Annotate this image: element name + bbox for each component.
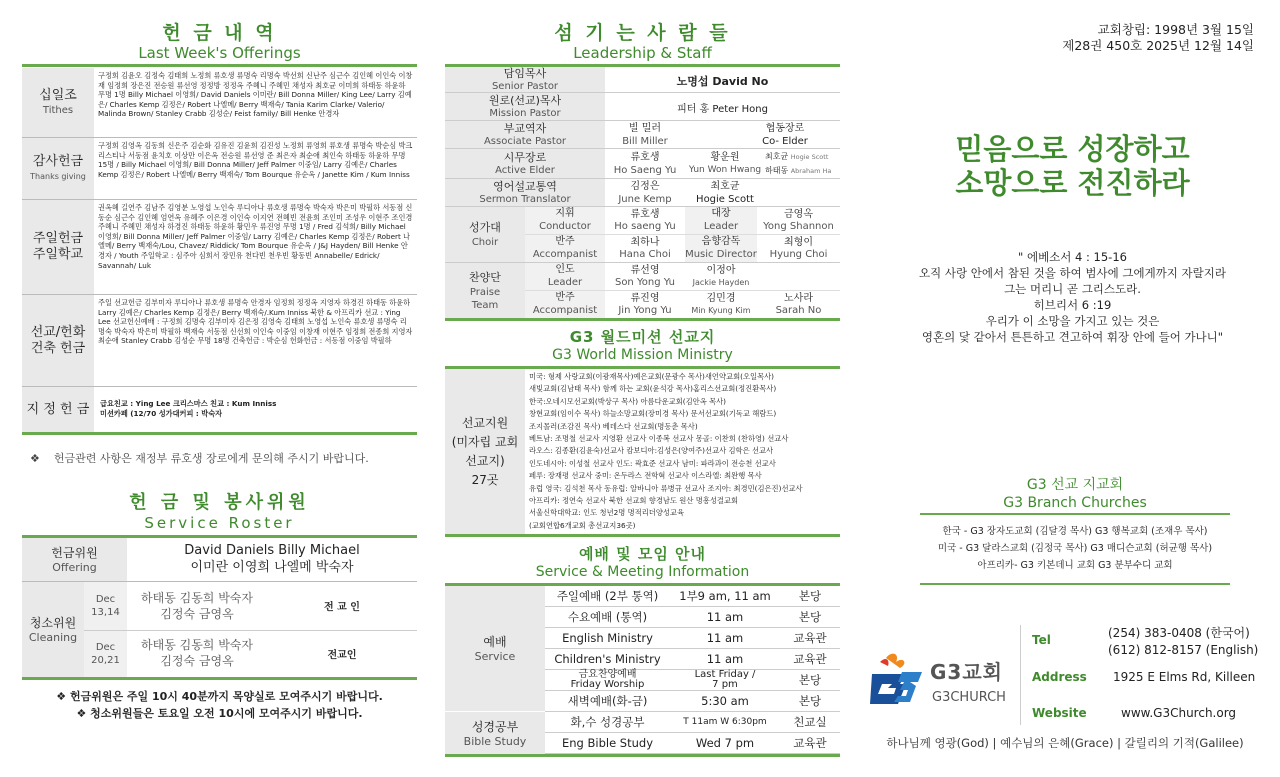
label-ko: 감사헌금	[32, 154, 84, 169]
service-name: 수요예배 (통역)	[567, 610, 648, 624]
leader-person-pair	[765, 149, 840, 178]
role-en: Leader	[547, 277, 583, 288]
mission-block	[445, 369, 840, 537]
service-label	[445, 586, 545, 712]
mission-line: 조지몰러(조감진 목사) 베데스다 선교회(명동춘 목사)	[529, 421, 698, 431]
roster-title-ko: 헌 금 및 봉사위원	[129, 492, 310, 513]
label-ko: 성경공부	[471, 719, 519, 734]
website-label: Website	[1032, 706, 1087, 720]
role-en: Associate Pastor	[483, 135, 567, 147]
person-ko: 노사라	[784, 293, 813, 304]
leader-person	[685, 149, 765, 178]
cleaning-week	[84, 582, 417, 631]
leadership-title	[445, 22, 840, 62]
person-en: Hogie Scott	[790, 153, 829, 161]
service-time: Last Friday / 7 pm	[694, 669, 756, 690]
role-ko: 음향감독	[701, 236, 741, 247]
logo-text-ko: G3교회	[930, 660, 1003, 684]
worship-row	[545, 670, 840, 691]
choir-role	[525, 235, 605, 262]
service-place: 친교실	[793, 715, 827, 729]
offering-label	[22, 295, 94, 386]
label-ko: 선교/헌화 건축 헌금	[30, 324, 86, 356]
leader-role	[445, 121, 605, 148]
worship-title-ko: 예배 및 모임 안내	[578, 545, 707, 563]
mission-line: 미국: 형제 사랑교회(이광재목사)예은교회(문광수 목사)새언약교회(오일목사)	[529, 372, 775, 381]
address-label: Address	[1032, 670, 1087, 684]
worship-row	[545, 628, 840, 649]
roster-title-en: Service Roster	[144, 514, 295, 532]
service-place: 교육관	[793, 631, 827, 645]
logo-text-en: G3CHURCH	[932, 690, 1006, 705]
branch-list	[920, 513, 1230, 585]
praise-person	[605, 263, 685, 290]
praise-block	[445, 263, 840, 321]
offerings-title	[22, 22, 417, 62]
roster-cleaning-row	[22, 582, 417, 680]
label-en: Tithes	[42, 105, 74, 116]
role-ko: 인도	[555, 264, 575, 275]
bible-label	[445, 712, 545, 754]
person-ko: 김정은	[630, 181, 660, 192]
person-ko: 류호생	[630, 209, 660, 220]
cleaning-names	[127, 631, 267, 677]
leader-role	[445, 179, 605, 206]
leader-person	[605, 121, 685, 148]
praise-person	[685, 263, 757, 290]
offering-row-mission	[22, 295, 417, 387]
role-ko: 영어설교통역	[493, 179, 557, 193]
founded-date: 교회창립: 1998년 3월 15일	[1097, 22, 1254, 37]
person-ko: 하태동	[765, 166, 789, 175]
role-ko: 반주	[555, 292, 575, 303]
praise-person	[685, 291, 757, 318]
role-ko: 원로(선교)목사	[488, 93, 562, 107]
service-place: 교육관	[793, 736, 827, 750]
mission-line: (교회연합6개교회 총선교지36곳)	[529, 520, 636, 530]
church-logo	[866, 650, 1016, 710]
g3-logo-icon	[866, 650, 926, 712]
service-time: 5:30 am	[701, 694, 749, 708]
verse-line: 그는 머리니 곧 그리스도라.	[1004, 282, 1141, 296]
label-ko: 성가대	[469, 221, 501, 234]
verse-line: 우리가 이 소망을 가지고 있는 것은	[985, 314, 1160, 328]
roster-label	[22, 582, 84, 677]
roster-title	[22, 492, 417, 532]
role-en: Senior Pastor	[491, 80, 559, 92]
praise-role	[525, 291, 605, 318]
label-en: Bible Study	[463, 734, 527, 748]
offerings-table	[22, 68, 417, 435]
service-name: 금요찬양예배 Friday Worship	[570, 669, 645, 690]
choir-role	[525, 207, 605, 234]
mission-list	[525, 369, 840, 534]
mission-line: 아프리카: 정연숙 선교사 북한 선교회 향경남도 원산 명흥성결교회	[529, 496, 739, 506]
choir-row	[525, 207, 840, 235]
names-line: 김정숙 금영옥	[160, 607, 234, 621]
divider	[1020, 625, 1021, 725]
service-time: Wed 7 pm	[695, 736, 755, 750]
cleaning-group: 전교인	[327, 650, 357, 661]
offering-row-tithes	[22, 68, 417, 138]
person-ko: 빌 밀러	[628, 123, 662, 134]
worship-row	[545, 607, 840, 628]
leader-person	[685, 179, 765, 206]
choir-block	[445, 207, 840, 263]
branch-title	[920, 476, 1230, 512]
diamond-icon: ❖	[76, 707, 91, 720]
worship-row	[545, 691, 840, 712]
service-name: 주일예배 (2부 통역)	[556, 589, 659, 603]
cleaning-schedule	[84, 582, 417, 677]
roster-notes	[22, 688, 417, 722]
label-ko: 십일조	[39, 88, 77, 103]
label-ko: 지 정 헌 금	[26, 401, 90, 417]
person-en: Son Yong Yu	[614, 277, 676, 288]
role-en: Mission Pastor	[489, 107, 561, 119]
leader-role	[445, 149, 605, 178]
service-time: 11 am	[706, 652, 744, 666]
leader-person	[605, 149, 685, 178]
roster-offering-row	[22, 538, 417, 582]
person-en: Jin Yong Yu	[618, 305, 672, 316]
note-text: 청소위원들은 토요일 오전 10시에 모여주시기 바랍니다.	[90, 707, 363, 720]
role-ko: 지휘	[555, 208, 575, 219]
person-en: Min Kyung Kim	[691, 306, 751, 315]
worship-title	[445, 545, 840, 581]
worship-row	[545, 712, 840, 733]
service-place: 교육관	[793, 652, 827, 666]
mission-line: 새빛교회(김남태 목사) 함께 하는 교회(윤석강 목사)홈리스선교회(정진환목사)	[529, 384, 777, 394]
choir-person	[757, 235, 840, 262]
service-name: Children's Ministry	[554, 652, 661, 666]
offering-names: 구정희 김영옥 김동희 신은주 김순화 김유진 김윤희 김진성 노정희 류영희 류호생 류명숙 박순심 박크리스티나 서동점 윤치호 이상만 이은옥 전승원 류선영 준 최은자 최순애 최인숙 하태동 하윤하 무명 15명 / Billy Michael 이영희/ Bill Donna Miller/ Jeff Palmer 이중임/ Larry 김예은/ Charles Kemp 김정은/ Robert 나엘메/ Berry 백재숙/ Tom Bourque 유순옥 / Janette Kim / Kum Inniss	[98, 141, 413, 179]
diamond-icon: ❖	[30, 452, 40, 465]
person-ko: 황운원	[710, 152, 740, 163]
offerings-title-ko: 헌 금 내 역	[162, 22, 277, 44]
service-place: 본당	[798, 694, 822, 708]
role-ko: 반주	[555, 236, 575, 247]
leader-role	[445, 93, 605, 120]
cleaning-names	[127, 582, 267, 630]
choir-person	[605, 235, 685, 262]
issue-number: 제28권 450호 2025년 12월 14일	[1062, 38, 1254, 53]
leadership-title-en: Leadership & Staff	[573, 44, 712, 62]
label-en: Choir	[471, 237, 499, 248]
label-ko: 청소위원	[29, 616, 77, 630]
praise-label	[445, 263, 525, 318]
worship-title-en: Service & Meeting Information	[535, 564, 750, 580]
leader-name: 노명섭 David No	[676, 75, 769, 88]
address: 1925 E Elms Rd, Killeen	[1113, 670, 1256, 684]
mission-line: 유럽 영국: 김석천 목사 동유럽: 알바니아 류병규 선교사 조지아: 최경민(김은진)선교사	[529, 483, 803, 493]
cleaning-week	[84, 631, 417, 677]
motto-line: 믿음으로 성장하고	[955, 132, 1190, 166]
person-en: Hyung Choi	[769, 249, 828, 260]
offering-names: 권옥혜 길연주 김남주 김영분 노영섭 노인숙 루디아나 류호생 류명숙 박숙자 박은미 박필하 서동점 신동순 심근수 김인혜 엄연옥 유혜주 이은경 이인숙 이지연 전혜빈 전윤희 조인미 조성우 이현주 조인경 주혜니 주혜민 채성자 하경진 하태동 하윤하 황민우 류진영 무명 1명 / Fred 김석희/ Billy Michael 이영희/ Bill Donna Miller/ Jeff Palmer 이중임/ Larry 김예은/ Charles Kemp 김정은/ Robert 나엘메/ Berry 백재숙/Lou, Chavez/ Riddick/ Tom Bourque 유순옥 / J&J Hayden/ Bill Henke 안경자 / Youth 주일학교 : 심주아 심희서 장민유 천다빈 천우빈 황동빈 Annabelle/ Edrick/ Savannah/ Luk	[98, 203, 413, 270]
person-en: Hogie Scott	[696, 194, 754, 205]
worship-row	[545, 586, 840, 607]
person-en: Abraham Ha	[790, 167, 832, 175]
role-en: Conductor	[539, 221, 591, 232]
role-ko: 부교역자	[503, 121, 547, 135]
bible-verse	[880, 249, 1265, 345]
role-ko: 담임목사	[503, 66, 547, 80]
praise-rows	[525, 263, 840, 318]
service-name: English Ministry	[562, 631, 653, 645]
mission-line: 창현교회(임이수 목사) 하늘소망교회(장미경 목사) 문서선교회(기독교 해람드)	[529, 409, 777, 419]
service-time: T 11am W 6:30pm	[683, 717, 767, 727]
service-time: 11 am	[706, 610, 744, 624]
label-line: (미자립 교회	[451, 434, 519, 449]
website-link[interactable]: www.G3Church.org	[1121, 706, 1237, 720]
label-en: Praise	[469, 286, 501, 298]
choir-label	[445, 207, 525, 262]
choir-person	[757, 207, 840, 234]
person-ko: 최호균	[765, 152, 789, 161]
date-month: Dec	[95, 594, 116, 605]
names-line: 하태동 김동희 박숙자	[141, 591, 253, 605]
service-place: 본당	[798, 589, 822, 603]
branch-line: 한국 - G3 장자도교회 (김달경 목사) G3 행복교회 (조재우 목사)	[942, 526, 1208, 537]
service-time: 11 am	[706, 631, 744, 645]
tel-numbers	[1108, 625, 1258, 659]
roster-label	[22, 538, 127, 581]
person-ko: 류진영	[630, 293, 660, 304]
person-ko: 류선영	[630, 265, 660, 276]
offering-label	[22, 138, 94, 199]
choir-role	[685, 235, 757, 262]
person-ko: 이정아	[706, 265, 736, 276]
label-en: Service	[474, 650, 516, 663]
offering-label	[22, 68, 94, 137]
date-days: 13,14	[91, 607, 120, 618]
leader-name: 피터 홍 Peter Hong	[677, 104, 768, 115]
leader-person	[730, 121, 840, 148]
role-en: Accompanist	[532, 249, 598, 260]
person-en: Ho Saeng Yu	[613, 165, 677, 176]
role-en: Active Elder	[495, 164, 555, 176]
phone-korean[interactable]: (254) 383-0408 (한국어)	[1108, 626, 1250, 640]
offering-names: 구정희 김윤오 김정숙 김태희 노정희 류호생 류명숙 리명숙 박선희 신난주 심근수 김인혜 이인숙 이창재 임정희 장은진 전승원 류선영 정정방 정정옥 주혜니 주혜민 채성자 최호균 이미희 하태동 하윤하 무명 1명 Billy Michael 이영희/ David Daniels 이미란/ Bill Donna Miller/ King Lee/ Larry 김예은/ Charles Kemp 김정은/ Robert 나엘메/ Berry 백재숙/ Tania Karim Clarke/ Valerio/ Malinda Brown/ Stanley Crabb 김성순/ Feist family/ Bill Henke 안경자	[98, 71, 413, 119]
choir-person	[605, 207, 685, 234]
person-ko: 최호균	[710, 181, 740, 192]
label-ko: 주일헌금 주일학교	[32, 231, 84, 262]
role-ko: 시무장로	[503, 150, 547, 164]
cleaning-date	[84, 582, 127, 630]
leadership-table	[445, 67, 840, 321]
mission-title-ko: G3 월드미션 선교지	[569, 328, 716, 346]
label-line: 27곳	[471, 472, 499, 487]
roster-offering-names	[127, 538, 417, 581]
verse-line: 영혼의 닻 같아서 튼튼하고 견고하여 휘장 안에 들어 가나니"	[921, 330, 1224, 344]
service-time: 1부9 am, 11 am	[679, 589, 771, 603]
person-en: Sarah No	[775, 305, 822, 316]
person-en: Ho saeng Yu	[614, 221, 676, 232]
role-en: Music Director	[685, 249, 757, 260]
person-en: June Kemp	[618, 194, 672, 205]
label-ko: 찬양단	[469, 270, 501, 284]
diamond-icon: ❖	[56, 690, 70, 703]
names-line: 이미란 이영희 나엘메 박숙자	[190, 560, 354, 575]
leader-row	[445, 121, 840, 149]
offering-label	[22, 200, 94, 294]
cleaning-date	[84, 631, 127, 677]
offering-names: 주일 선교헌금 김부미자 루디아나 류호생 류명숙 안경자 임정희 정정옥 지영자 하경진 하태동 하윤하 Larry 김예은/ Charles Kemp 김정은/ Berry 백재숙/.Kum Inniss 북한 & 아프리카 선교 : Ying Lee 선교헌신예배 : 구정희 김명숙 김부미자 김은정 김영숙 김태희 노영섭 노인숙 류호생 류명숙 리명숙 박숙자 박은미 박필하 백재숙 서동점 신선희 이인숙 이중임 이창재 이현주 임정희 전종희 지영자 최순애 Stanley Crabb 김성순 무명 18명 건축헌금 : 박순심 헌화헌금 : 서동점 이중임 박필하	[98, 298, 413, 346]
person-en: Yun Won Hwang	[688, 165, 762, 175]
offering-names: 급요친교 : Ying Lee 크리스마스 친교 : Kum Inniss 미션카페 (12/70 성가대커피 : 박숙자	[100, 399, 277, 418]
roster-table	[22, 538, 417, 680]
offering-row-thanks	[22, 138, 417, 200]
offerings-note	[30, 450, 369, 466]
leader-person	[605, 179, 685, 206]
label-en: Team	[471, 299, 499, 311]
person-en: Co- Elder	[762, 136, 808, 147]
choir-role	[685, 207, 757, 234]
service-place: 본당	[798, 610, 822, 624]
names-line: 김정숙 금영옥	[160, 654, 234, 668]
phone-english[interactable]: (612) 812-8157 (English)	[1108, 643, 1259, 657]
role-en: Sermon Translator	[479, 193, 571, 205]
divider	[22, 64, 417, 67]
worship-table	[445, 586, 840, 757]
choir-row	[525, 235, 840, 262]
role-ko: 대장	[711, 208, 731, 219]
names-line: David Daniels Billy Michael	[184, 543, 360, 558]
service-name: 새벽예배(화-금)	[567, 694, 648, 708]
note-text: 헌금위원은 주일 10시 40분까지 목양실로 모여주시기 바랍니다.	[69, 690, 383, 703]
offering-label	[22, 387, 94, 432]
service-name: 화,수 성경공부	[570, 715, 645, 729]
date-month: Dec	[95, 642, 116, 653]
branch-title-en: G3 Branch Churches	[1003, 495, 1147, 511]
mission-line: 베트남: 조명철 선교사 지영환 선교사 이종복 선교사 몽골: 이찬희 (찬하영) 선교사	[529, 434, 789, 444]
motto-line: 소망으로 전진하라	[955, 166, 1190, 200]
leader-role	[445, 67, 605, 92]
branch-line: 미국 - G3 달라스교회 (김정국 목사) G3 매디슨교회 (허균행 목사)	[937, 543, 1213, 554]
role-en: Accompanist	[532, 305, 598, 316]
offerings-title-en: Last Week's Offerings	[138, 44, 301, 62]
person-en: Yong Shannon	[763, 221, 834, 232]
leadership-title-ko: 섬 기 는 사 람 들	[554, 22, 731, 44]
label-ko: 예배	[483, 635, 507, 649]
worship-row	[545, 733, 840, 754]
slogan: 하나님께 영광(God) | 예수님의 은혜(Grace) | 갈릴리의 기적(Galilee)	[886, 736, 1244, 750]
mission-title	[445, 328, 840, 364]
mission-line: 페루: 장재평 선교사 중미: 온두라스 전학혁 선교사 이스라엘: 최완행 목사	[529, 471, 762, 481]
choir-rows	[525, 207, 840, 262]
verse-line: 오직 사랑 안에서 참된 것을 하여 범사에 그에게까지 자랄지라	[919, 266, 1226, 280]
roster-note-2	[22, 705, 417, 722]
label-line: 선교지)	[465, 453, 505, 468]
person-ko: 금영옥	[784, 209, 813, 220]
person-en: Jackie Hayden	[692, 278, 750, 287]
person-ko: 김민경	[706, 293, 736, 304]
offering-row-designated	[22, 387, 417, 435]
leader-row	[445, 149, 840, 179]
offerings-note-text: 헌금관련 사항은 재정부 류호생 장로에게 문의해 주시기 바랍니다.	[53, 452, 369, 465]
worship-labels	[445, 586, 545, 754]
person-ko: 류호생	[630, 152, 660, 163]
leader-row	[445, 179, 840, 207]
praise-row	[525, 263, 840, 291]
cleaning-group: 전 교 인	[324, 602, 360, 613]
person-en: Hana Choi	[619, 249, 671, 260]
service-place: 본당	[798, 673, 822, 687]
verse-line: " 에베소서 4 : 15-16	[1018, 250, 1127, 264]
mission-line: 한국:오네시모선교회(박상구 목사) 아름다운교회(김안옥 목사)	[529, 396, 727, 406]
praise-role	[525, 263, 605, 290]
label-en: Thanks giving	[30, 172, 86, 181]
tel-label: Tel	[1032, 633, 1051, 647]
branch-title-ko: G3 선교 지교회	[1026, 477, 1124, 493]
offering-row-sunday	[22, 200, 417, 295]
mission-line: 서울신학대학교: 인도 청년2명 명적리더양성교육	[529, 508, 685, 518]
mission-line: 인도네시아: 이성철 선교사 인도: 곽효준 선교사 남미: 파라과이 전승천 선교사	[529, 458, 776, 468]
person-ko: 최하나	[630, 237, 660, 248]
verse-line: 히브리서 6 :19	[1033, 298, 1112, 312]
mission-line: 라오스: 김종환(김윤숙)선교사 캄보디아:김성은(양여주)선교사 김학은 선교사	[529, 446, 774, 456]
person-ko: 최형이	[784, 237, 813, 248]
branch-line: 아프리카- G3 키본데니 교회 G3 분부수디 교회	[977, 560, 1173, 571]
label-ko: 헌금위원	[51, 546, 98, 560]
mission-label	[445, 369, 525, 534]
person-en: Bill Miller	[622, 136, 668, 147]
praise-row	[525, 291, 840, 318]
praise-person	[757, 291, 840, 318]
role-en: Leader	[703, 221, 739, 232]
label-line: 선교지원	[461, 415, 509, 430]
date-days: 20,21	[91, 655, 120, 666]
leader-row	[445, 67, 840, 93]
worship-rows	[545, 586, 840, 754]
names-line: 하태동 김동희 박숙자	[141, 638, 253, 652]
label-en: Offering	[52, 561, 97, 574]
label-en: Cleaning	[28, 631, 78, 644]
person-ko: 협동장로	[765, 123, 805, 134]
mission-title-en: G3 World Mission Ministry	[552, 347, 733, 363]
roster-note-1	[22, 688, 417, 705]
praise-person	[605, 291, 685, 318]
issue-info	[1062, 22, 1254, 54]
service-name: Eng Bible Study	[561, 736, 654, 750]
motto	[880, 132, 1265, 200]
leader-row	[445, 93, 840, 121]
worship-row	[545, 649, 840, 670]
